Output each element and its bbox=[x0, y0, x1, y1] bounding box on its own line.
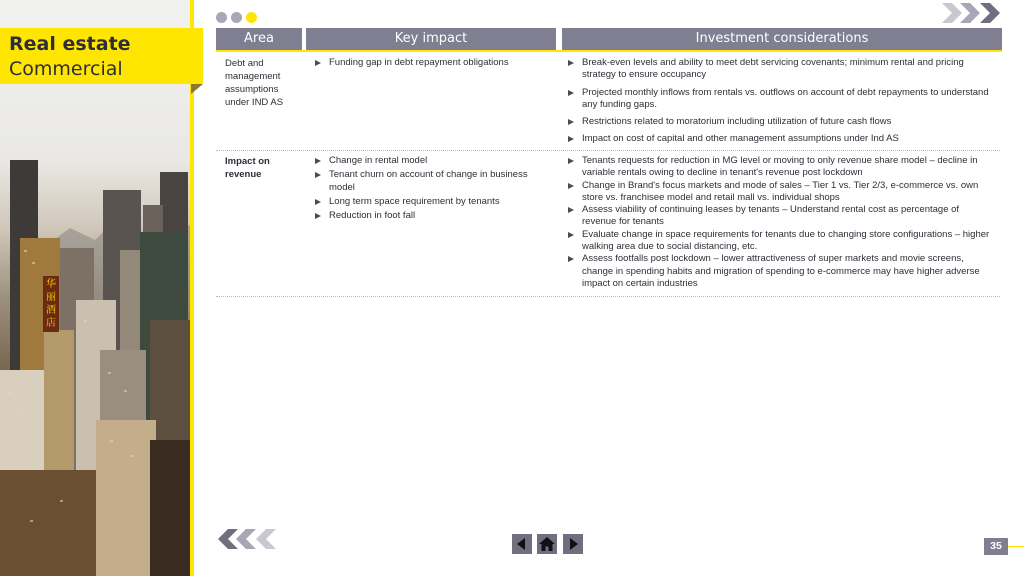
row-separator bbox=[216, 296, 1000, 297]
progress-dot-1 bbox=[216, 12, 227, 23]
row-1-key-impacts bbox=[313, 57, 553, 69]
progress-dots bbox=[216, 12, 257, 23]
list-item: Break-even levels and ability to meet debt servicing covenants; minimum rental and pricing strategy to ensure occupancy bbox=[566, 57, 994, 82]
header-underline bbox=[216, 50, 1002, 52]
home-icon bbox=[539, 537, 555, 551]
forward-chevrons-icon bbox=[940, 2, 1008, 24]
row-1-area: Debt and management assumptions under IND AS bbox=[225, 58, 284, 108]
list-item: Change in Brand's focus markets and mode of sales – Tier 1 vs. Tier 2/3, e-commerce vs. own store vs. franchisee model and retail mall vs. individual shops bbox=[566, 180, 994, 205]
list-item: Reduction in foot fall bbox=[313, 210, 539, 222]
section-title-box bbox=[0, 28, 203, 84]
list-item: Long term space requirement by tenants bbox=[313, 196, 539, 208]
triangle-left-icon bbox=[517, 538, 527, 550]
list-item: Restrictions related to moratorium including utilization of future cash flows bbox=[566, 116, 994, 128]
row-2-key-impacts bbox=[313, 155, 539, 222]
list-item: Assess footfalls post lockdown – lower attractiveness of super markets and movie screens, change in spending habits and migration of spending to e-commerce may have higher adverse impact on certain industries bbox=[566, 253, 994, 290]
title-fold-shadow bbox=[191, 84, 203, 94]
column-header-area: Area bbox=[216, 28, 302, 50]
progress-dot-2 bbox=[231, 12, 242, 23]
city-skyline-image bbox=[0, 0, 191, 576]
list-item: Impact on cost of capital and other management assumptions under Ind AS bbox=[566, 133, 994, 145]
section-title: Real estate bbox=[9, 33, 131, 55]
previous-slide-button[interactable] bbox=[512, 534, 532, 554]
home-button[interactable] bbox=[537, 534, 557, 554]
row-2-considerations bbox=[566, 155, 994, 290]
list-item: Tenant churn on account of change in business model bbox=[313, 169, 539, 194]
row-1-considerations bbox=[566, 57, 994, 146]
section-subtitle: Commercial bbox=[9, 58, 123, 80]
list-item: Evaluate change in space requirements for tenants due to changing store configurations – higher walking area due to social distancing, etc. bbox=[566, 229, 994, 254]
next-slide-button[interactable] bbox=[563, 534, 583, 554]
row-2-area: Impact on revenue bbox=[225, 156, 270, 180]
column-header-investment-considerations: Investment considerations bbox=[562, 28, 1002, 50]
list-item: Change in rental model bbox=[313, 155, 539, 167]
list-item: Tenants requests for reduction in MG level or moving to only revenue share model – decline in variable rentals owing to decline in tenant's revenue post lockdown bbox=[566, 155, 994, 180]
back-chevrons-icon[interactable] bbox=[216, 528, 280, 550]
list-item: Assess viability of continuing leases by tenants – Understand rental cost as percentage of revenue for tenants bbox=[566, 204, 994, 229]
row-separator bbox=[216, 150, 1000, 151]
page-number-accent bbox=[1008, 546, 1024, 547]
progress-dot-3-active bbox=[246, 12, 257, 23]
triangle-right-icon bbox=[568, 538, 578, 550]
column-header-key-impact: Key impact bbox=[306, 28, 556, 50]
building-sign: 华 丽 酒 店 bbox=[46, 279, 56, 329]
list-item: Funding gap in debt repayment obligations bbox=[313, 57, 553, 69]
list-item: Projected monthly inflows from rentals vs. outflows on account of debt repayments to understand any funding gaps. bbox=[566, 87, 994, 112]
page-number: 35 bbox=[984, 538, 1008, 555]
